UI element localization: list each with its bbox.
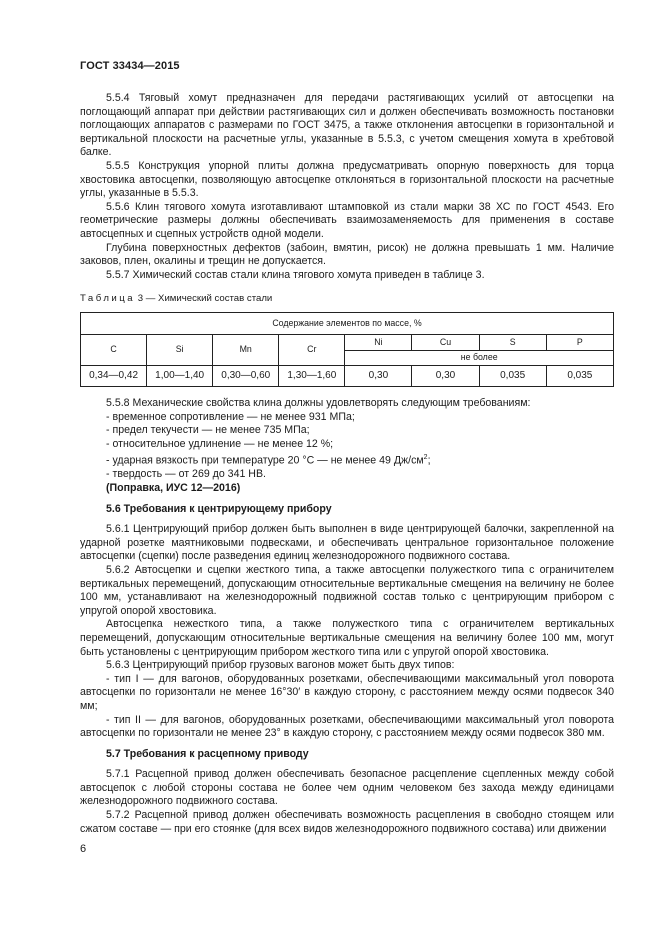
list-item: - временное сопротивление — не менее 931 МПа; bbox=[106, 410, 355, 423]
section-5-6-title: 5.6 Требования к центрирующему прибору bbox=[106, 502, 332, 515]
paragraph-5-5-7: 5.5.7 Химический состав стали клина тягового хомута приведен в таблице 3. bbox=[106, 268, 485, 281]
superscript-2: 2 bbox=[423, 454, 428, 462]
paragraph-5-6-3: 5.6.3 Центрирующий прибор грузовых вагонов может быть двух типов: bbox=[106, 659, 455, 672]
paragraph-5-7-2: 5.7.2 Расцепной привод должен обеспечивать возможность расцепления в свободно стоящем или сжатом составе — при его стоянке (для всех видов железнодорожного подвижного состава) или движении bbox=[80, 809, 614, 835]
table-caption-rest: 3 — Химический состав стали bbox=[135, 293, 273, 305]
impact-strength-text: - ударная вязкость при температуре 20 °С — не менее 49 Дж/см bbox=[106, 454, 424, 467]
table-cell: 0,34—0,42 bbox=[81, 365, 147, 386]
col-header-mn: Mn bbox=[213, 334, 279, 365]
paragraph-5-6-1: 5.6.1 Центрирующий прибор должен быть выполнен в виде центрирующей балочки, закрепленной на ударной розетке маятниковыми подвесками, и обеспечивать центральное горизонтальное положение автосцепки (сцепки) после разведения единиц железнодорожного подвижного состава. bbox=[80, 523, 614, 563]
list-item: - твердость — от 269 до 341 НВ. bbox=[106, 468, 266, 481]
paragraph-5-7-1: 5.7.1 Расцепной привод должен обеспечивать безопасное расцепление сцепленных между собой автосцепок с любой стороны состава не более чем одним человеком без захода между единицами железнодорожного подвижного состава. bbox=[80, 768, 614, 808]
col-header-c: C bbox=[81, 334, 147, 365]
paragraph-5-5-5: 5.5.5 Конструкция упорной плиты должна предусматривать опорную поверхность для торца хвостовика автосцепки, позволяющую автосцепке отклоняться в горизонтальной плоскости на расчетные углы, указанные в 5.5.3. bbox=[80, 159, 614, 200]
document-body bbox=[80, 92, 614, 836]
table-caption bbox=[80, 292, 614, 306]
col-header-cu: Cu bbox=[412, 334, 479, 350]
mech-intro: 5.5.8 Механические свойства клина должны удовлетворять следующим требованиям: bbox=[106, 396, 531, 409]
document-header: ГОСТ 33434—2015 bbox=[80, 60, 180, 72]
table-cell: 1,30—1,60 bbox=[279, 365, 345, 386]
table-caption-prefix: Таблица bbox=[80, 293, 136, 305]
section-5-7-title: 5.7 Требования к расцепному приводу bbox=[106, 747, 309, 760]
table-group-header: Содержание элементов по массе, % bbox=[81, 312, 614, 334]
paragraph-defects: Глубина поверхностных дефектов (забоин, вмятин, рисок) не должна превышать 1 мм. Наличие заковов, плен, окалины и трещин не допускается. bbox=[80, 241, 614, 268]
table-cell: 0,035 bbox=[479, 365, 546, 386]
list-item-type-1: - тип I — для вагонов, оборудованных розетками, обеспечивающими максимальный угол поворота автосцепки по горизонтали не менее 16°30′ в каждую сторону, с расстоянием между осями подвесок 340 мм; bbox=[80, 672, 614, 712]
table-cell: 0,30—0,60 bbox=[213, 365, 279, 386]
col-header-si: Si bbox=[147, 334, 213, 365]
col-header-ni: Ni bbox=[345, 334, 412, 350]
col-header-p: P bbox=[546, 334, 613, 350]
item-end: ; bbox=[427, 454, 431, 467]
chemical-composition-table bbox=[80, 312, 614, 387]
list-item: - предел текучести — не менее 735 МПа; bbox=[106, 424, 310, 437]
paragraph-5-5-4: 5.5.4 Тяговый хомут предназначен для передачи растягивающих усилий от автосцепки на поглощающий аппарат при действии растягивающих сил и должен обеспечивать возможность постановки поглощающих аппаратов с размерами по ГОСТ 3475, а также отклонения автосцепки в горизонтальной и вертикальной плоскости на расчетные углы, указанные в 5.5.3, с учетом смещения хомута в хребтовой балке. bbox=[80, 92, 614, 159]
list-item bbox=[80, 451, 614, 468]
table-cell: 0,035 bbox=[546, 365, 613, 386]
paragraph-5-5-6: 5.5.6 Клин тягового хомута изготавливают штамповкой из стали марки 38 ХС по ГОСТ 4543. Его геометрические размеры должны обеспечивать взаимозаменяемость для применения в составе автосцепных и сцепных устройств одной модели. bbox=[80, 200, 614, 240]
list-item-type-2: - тип II — для вагонов, оборудованных розетками, обеспечивающими максимальный угол поворота автосцепки по горизонтали не менее 23° в каждую сторону, с расстоянием между осями подвесок 380 мм. bbox=[80, 713, 614, 740]
page-number: 6 bbox=[80, 843, 87, 855]
table-cell: 0,30 bbox=[412, 365, 479, 386]
paragraph-nonrigid: Автосцепка нежесткого типа, а также полужесткого типа с ограничителем вертикальных перемещений, допускающим относительные вертикальные смещения на величину более 100 мм, могут быть установлены с центрирующим прибором жесткого типа или с упругой опорой хвостовика. bbox=[80, 618, 614, 658]
mechanical-properties bbox=[80, 397, 614, 496]
col-header-s: S bbox=[479, 334, 546, 350]
paragraph-5-6-2: 5.6.2 Автосцепки и сцепки жесткого типа, а также автосцепки полужесткого типа с ограничителем вертикальных перемещений, допускающим относительные вертикальные смещения на величину не более 100 мм, устанавливают на железнодорожный подвижной состав только с центрирующим прибором с упругой опорой хвостовика. bbox=[80, 563, 614, 617]
table-cell: 1,00—1,40 bbox=[147, 365, 213, 386]
table-sub-header: не более bbox=[345, 350, 614, 365]
amendment-note: (Поправка, ИУС 12—2016) bbox=[106, 482, 241, 494]
col-header-cr: Cr bbox=[279, 334, 345, 365]
list-item: - относительное удлинение — не менее 12 %; bbox=[106, 437, 334, 450]
table-cell: 0,30 bbox=[345, 365, 412, 386]
